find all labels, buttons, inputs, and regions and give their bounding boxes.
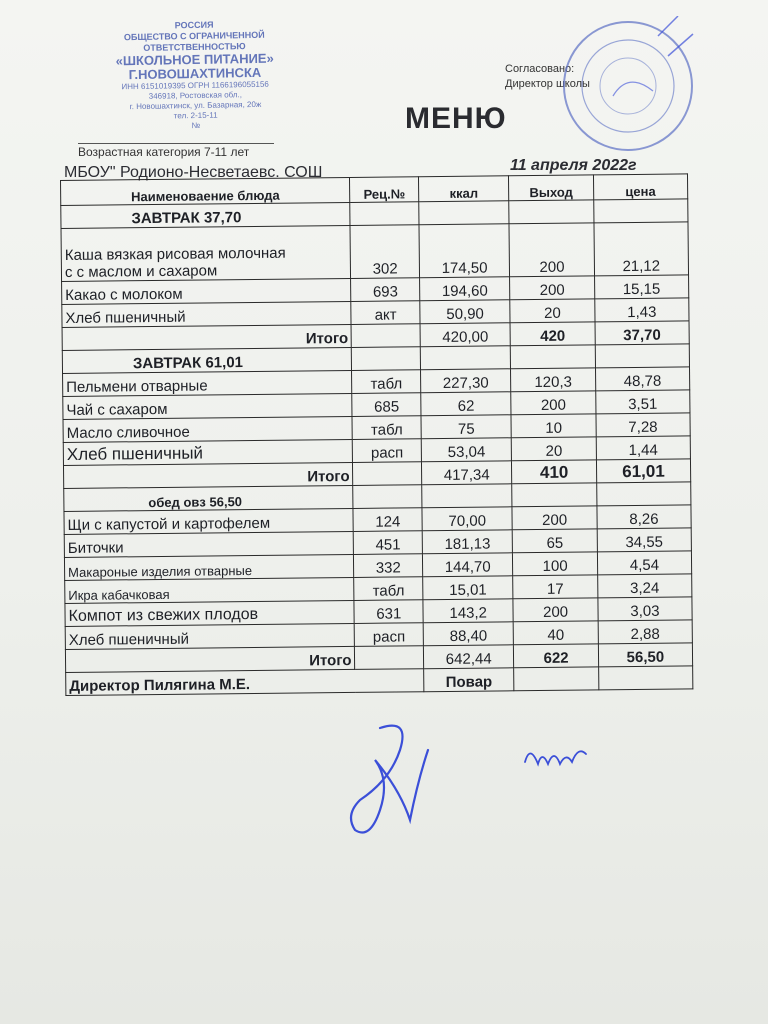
section-title: обед овз 56,50 (64, 485, 354, 511)
total-kcal: 642,44 (423, 645, 514, 669)
approval-label: Согласовано: (505, 63, 575, 75)
school-name: МБОУ" Родионо-Несветаевс. СОШ (64, 164, 323, 181)
header-output: Выход (509, 175, 594, 201)
stamp-line-company-name: «ШКОЛЬНОЕ ПИТАНИЕ» (115, 50, 274, 69)
cook-signature-cell (514, 667, 599, 691)
stamp-line-country: РОССИЯ (174, 19, 214, 31)
dish-output: 17 (513, 575, 598, 599)
dish-kcal: 88,40 (423, 622, 514, 646)
dish-recipe: 451 (354, 531, 423, 555)
dish-name: Хлеб пшеничный (63, 439, 353, 465)
dish-price: 8,26 (597, 505, 692, 529)
dish-name: Биточки (64, 531, 354, 557)
dish-price: 3,24 (597, 574, 692, 598)
cook-handwritten-signature (520, 742, 590, 772)
empty-cell (598, 666, 693, 690)
cook-label: Повар (424, 668, 515, 692)
header-price: цена (593, 174, 688, 200)
section-title: ЗАВТРАК 37,70 (61, 202, 351, 228)
total-price: 37,70 (595, 321, 690, 345)
dish-kcal: 143,2 (423, 599, 514, 623)
dish-name: Пельмени отварные (63, 370, 353, 396)
dish-price: 34,55 (597, 528, 692, 552)
dish-recipe: табл (352, 416, 421, 440)
age-category: Возрастная категория 7-11 лет (78, 143, 274, 159)
dish-recipe: 685 (352, 393, 421, 417)
header-kcal: ккал (418, 176, 509, 202)
stamp-line-number: № (191, 120, 201, 131)
dish-price: 3,03 (598, 597, 693, 621)
dish-price: 15,15 (594, 275, 689, 299)
total-kcal: 420,00 (420, 323, 511, 347)
approval-director: Директор школы (505, 78, 590, 90)
dish-kcal: 227,30 (420, 369, 511, 393)
menu-date: 11 апреля 2022г (510, 157, 637, 174)
empty-cell (353, 485, 422, 509)
dish-price: 21,12 (594, 222, 689, 276)
empty-cell (352, 347, 421, 371)
dish-name: Щи с капустой и картофелем (64, 508, 354, 534)
dish-recipe: 693 (351, 278, 420, 302)
dish-name: Хлеб пшеничный (65, 623, 355, 649)
empty-cell (355, 669, 424, 693)
dish-name: Какао с молоком (62, 278, 352, 304)
dish-name: Масло сливочное (63, 416, 353, 442)
stamp-line-phone: тел. 2-15-11 (173, 110, 218, 121)
dish-kcal: 194,60 (420, 277, 511, 301)
dish-kcal: 50,90 (420, 300, 511, 324)
table-row (61, 222, 689, 282)
empty-cell (593, 199, 688, 223)
empty-cell (509, 200, 594, 224)
empty-cell (419, 201, 510, 225)
director-handwritten-signature (340, 720, 430, 840)
total-output: 622 (514, 644, 599, 668)
dish-name: Икра кабачковая (65, 577, 355, 603)
dish-output: 100 (513, 552, 598, 576)
dish-recipe: расп (355, 623, 424, 647)
dish-kcal: 174,50 (419, 224, 510, 278)
dish-price: 1,44 (596, 436, 691, 460)
page-title: МЕНЮ (405, 102, 507, 135)
dish-recipe: 332 (354, 554, 423, 578)
total-output: 420 (510, 322, 595, 346)
dish-output: 200 (511, 391, 596, 415)
dish-output: 200 (513, 598, 598, 622)
director-signature-label: Директор Пилягина М.Е. (66, 669, 356, 695)
dish-output: 120,3 (511, 368, 596, 392)
header-name: Наименоваение блюда (61, 177, 351, 205)
dish-price: 48,78 (595, 367, 690, 391)
dish-kcal: 70,00 (422, 507, 513, 531)
dish-price: 3,51 (595, 390, 690, 414)
dish-output: 10 (511, 414, 596, 438)
dish-output: 200 (512, 506, 597, 530)
empty-cell (420, 346, 511, 370)
dish-price: 4,54 (597, 551, 692, 575)
total-label: Итого (63, 462, 353, 488)
dish-name: Чай с сахаром (63, 393, 353, 419)
total-price: 56,50 (598, 643, 693, 667)
dish-name: Макароные изделия отварные (64, 554, 354, 580)
organization-stamp (69, 18, 321, 133)
empty-cell (355, 646, 424, 670)
dish-recipe: акт (351, 301, 420, 325)
dish-recipe: 124 (353, 508, 422, 532)
dish-recipe: табл (352, 370, 421, 394)
empty-cell (595, 344, 690, 368)
dish-output: 40 (513, 621, 598, 645)
empty-cell (351, 324, 420, 348)
section-title: ЗАВТРАК 61,01 (62, 347, 352, 373)
stamp-line-company-type: ОБЩЕСТВО С ОГРАНИЧЕННОЙ (123, 29, 265, 43)
dish-output: 200 (510, 276, 595, 300)
dish-output: 200 (509, 223, 594, 277)
dish-recipe: 631 (354, 600, 423, 624)
stamp-line-responsibility: ОТВЕТСТВЕННОСТЬЮ (143, 41, 246, 53)
dish-recipe: табл (354, 577, 423, 601)
header-recipe: Рец.№ (350, 177, 419, 203)
empty-cell (512, 483, 597, 507)
dish-kcal: 75 (421, 415, 512, 439)
dish-recipe: 302 (350, 225, 419, 279)
dish-kcal: 15,01 (423, 576, 514, 600)
dish-output: 20 (510, 299, 595, 323)
stamp-line-address: г. Новошахтинск, ул. Базарная, 20ж (129, 99, 262, 112)
dish-price: 1,43 (595, 298, 690, 322)
dish-name-line1: Каша вязкая рисовая молочная (64, 244, 286, 264)
dish-name (61, 225, 351, 281)
dish-recipe: расп (353, 439, 422, 463)
total-kcal: 417,34 (421, 461, 512, 485)
dish-kcal: 144,70 (422, 553, 513, 577)
empty-cell (350, 202, 419, 226)
empty-cell (596, 482, 691, 506)
stamp-line-city: Г.НОВОШАХТИНСКА (128, 64, 262, 83)
stamp-line-region: 346918, Ростовская обл., (148, 90, 243, 101)
dish-output: 65 (513, 529, 598, 553)
dish-price: 7,28 (596, 413, 691, 437)
round-school-stamp (558, 16, 698, 156)
stamp-line-inn: ИНН 6151019395 ОГРН 1166196055156 (121, 79, 269, 92)
dish-name-line2: с с маслом и сахаром (64, 262, 218, 281)
menu-table (60, 173, 693, 696)
total-label: Итого (62, 324, 352, 350)
dish-kcal: 53,04 (421, 438, 512, 462)
dish-name: Компот из свежих плодов (65, 600, 355, 626)
empty-cell (353, 462, 422, 486)
dish-output: 20 (512, 437, 597, 461)
dish-kcal: 62 (421, 392, 512, 416)
dish-name: Хлеб пшеничный (62, 301, 352, 327)
dish-kcal: 181,13 (422, 530, 513, 554)
total-price: 61,01 (596, 459, 691, 483)
empty-cell (422, 484, 513, 508)
total-label: Итого (65, 646, 355, 672)
total-output: 410 (512, 460, 597, 484)
dish-price: 2,88 (598, 620, 693, 644)
empty-cell (511, 345, 596, 369)
